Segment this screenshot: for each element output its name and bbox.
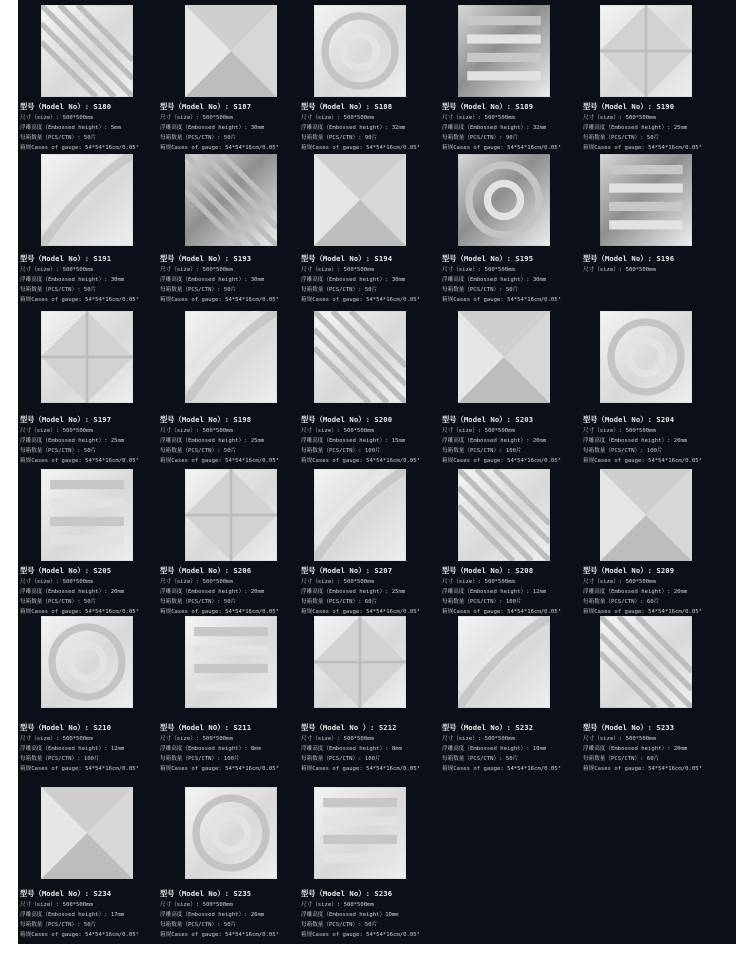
product-card — [20, 616, 162, 775]
case-spec: 箱规Cases of gauge: 54*54*16cm/0.05³ — [301, 609, 420, 615]
embossed-height-spec: 浮雕高度（Embossed height）: 26mm — [160, 912, 265, 918]
embossed-height-spec: 浮雕高度（Embossed height）: 17mm — [20, 912, 125, 918]
embossed-height-spec: 浮雕高度（Embossed height）: 12mm — [20, 746, 125, 752]
case-spec: 箱规Cases of gauge: 54*54*16cm/0.05³ — [20, 609, 139, 615]
quantity-spec: 每箱数量（PCS/CTN）: 100片 — [20, 756, 100, 762]
panel-thumbnail — [41, 154, 133, 246]
size-spec: 尺寸（size）: 500*500mm — [20, 115, 93, 121]
product-card — [301, 154, 443, 306]
product-card — [583, 5, 725, 154]
case-spec: 箱规Cases of gauge: 54*54*16cm/0.05³ — [583, 609, 702, 615]
panel-thumbnail — [458, 5, 550, 97]
panel-thumbnail — [41, 469, 133, 561]
panel-thumbnail — [600, 469, 692, 561]
product-card — [160, 154, 302, 306]
product-card — [160, 616, 302, 775]
quantity-spec: 每箱数量（PCS/CTN）: 60片 — [583, 756, 660, 762]
quantity-spec: 每箱数量（PCS/CTN）: 50片 — [160, 922, 237, 928]
product-card — [583, 616, 725, 775]
embossed-height-spec: 浮雕高度（Embossed height）: 25mm — [301, 589, 406, 595]
product-card — [301, 469, 443, 618]
product-card — [301, 616, 443, 775]
model-number: 型号（Model No）: S207 — [301, 566, 393, 575]
panel-thumbnail — [185, 787, 277, 879]
product-card — [442, 154, 584, 306]
size-spec: 尺寸（size）: 500*500mm — [442, 115, 515, 121]
panel-thumbnail — [185, 5, 277, 97]
case-spec: 箱规Cases of gauge: 54*54*16cm/0.05³ — [160, 458, 279, 464]
product-card — [583, 311, 725, 467]
quantity-spec: 每箱数量（PCS/CTN）: 50片 — [160, 287, 237, 293]
panel-thumbnail — [314, 311, 406, 403]
quantity-spec: 每箱数量（PCS/CTN）: 50片 — [160, 448, 237, 454]
case-spec: 箱规Cases of gauge: 54*54*16cm/0.05³ — [583, 766, 702, 772]
panel-thumbnail — [600, 5, 692, 97]
product-card — [301, 5, 443, 154]
product-card — [20, 787, 162, 941]
embossed-height-spec: 浮雕高度（Embossed height）: 20mm — [160, 589, 265, 595]
model-number: 型号（Model No）: S189 — [442, 102, 534, 111]
product-card — [20, 469, 162, 618]
product-card — [583, 469, 725, 618]
embossed-height-spec: 浮雕高度（Embossed height）: 25mm — [160, 438, 265, 444]
product-card — [301, 787, 443, 941]
quantity-spec: 每箱数量（PCS/CTN）: 100片 — [301, 756, 381, 762]
embossed-height-spec: 浮雕高度（Embossed height）: 20mm — [583, 746, 688, 752]
embossed-height-spec: 浮雕高度（Embossed height）: 12mm — [442, 589, 547, 595]
embossed-height-spec: 浮雕高度（Embossed height）: 30mm — [442, 277, 547, 283]
embossed-height-spec: 浮雕高度（Embossed height）: 20mm — [583, 589, 688, 595]
product-card — [20, 5, 162, 154]
model-number: 型号（Model No）: S203 — [442, 415, 534, 424]
case-spec: 箱规Cases of gauge: 54*54*16cm/0.05³ — [160, 145, 279, 151]
product-card — [160, 5, 302, 154]
size-spec: 尺寸（size）: 500*500mm — [160, 115, 233, 121]
size-spec: 尺寸（size）: 500*500mm — [583, 736, 656, 742]
size-spec: 尺寸（size）: 500*500mm — [583, 428, 656, 434]
embossed-height-spec: 浮雕高度（Embossed height）: 20mm — [442, 438, 547, 444]
quantity-spec: 每箱数量（PCS/CTN）: 90片 — [301, 135, 378, 141]
model-number: 型号（Model No）: S208 — [442, 566, 534, 575]
embossed-height-spec: 浮雕高度（Embossed height）: 30mm — [160, 125, 265, 131]
model-number: 型号（Model No）: S196 — [583, 254, 675, 263]
case-spec: 箱规Cases of gauge: 54*54*16cm/0.05³ — [442, 297, 561, 303]
case-spec: 箱规Cases of gauge: 54*54*16cm/0.05³ — [160, 932, 279, 938]
size-spec: 尺寸（size）: 500*500mm — [160, 736, 233, 742]
size-spec: 尺寸（size）: 500*500mm — [442, 579, 515, 585]
panel-thumbnail — [458, 616, 550, 708]
panel-thumbnail — [41, 616, 133, 708]
case-spec: 箱规Cases of gauge: 54*54*16cm/0.05³ — [442, 766, 561, 772]
size-spec: 尺寸（size）: 500*500mm — [301, 579, 374, 585]
size-spec: 尺寸（size）: 500*500mm — [20, 579, 93, 585]
case-spec: 箱规Cases of gauge: 54*54*16cm/0.05³ — [301, 145, 420, 151]
quantity-spec: 每箱数量（PCS/CTN）: 50片 — [160, 599, 237, 605]
product-card — [160, 311, 302, 467]
panel-thumbnail — [314, 787, 406, 879]
case-spec: 箱规Cases of gauge: 54*54*16cm/0.05³ — [301, 458, 420, 464]
size-spec: 尺寸（size）: 500*500mm — [301, 736, 374, 742]
panel-thumbnail — [600, 154, 692, 246]
case-spec: 箱规Cases of gauge: 54*54*16cm/0.05³ — [20, 458, 139, 464]
embossed-height-spec: 浮雕高度（Embossed height）: 8mm — [160, 746, 261, 752]
embossed-height-spec: 浮雕高度（Embossed height）: 30mm — [20, 277, 125, 283]
size-spec: 尺寸（size）: 500*500mm — [583, 267, 656, 273]
quantity-spec: 每箱数量（PCS/CTN）: 100片 — [442, 599, 522, 605]
panel-thumbnail — [458, 469, 550, 561]
panel-thumbnail — [600, 311, 692, 403]
quantity-spec: 每箱数量（PCS/CTN）: 50片 — [20, 448, 97, 454]
panel-thumbnail — [600, 616, 692, 708]
quantity-spec: 每箱数量（PCS/CTN）: 100片 — [442, 448, 522, 454]
case-spec: 箱规Cases of gauge: 54*54*16cm/0.05³ — [442, 145, 561, 151]
size-spec: 尺寸（size）: 500*500mm — [442, 267, 515, 273]
model-number: 型号（Model No）: S191 — [20, 254, 112, 263]
size-spec: 尺寸（size）: 500*500mm — [301, 115, 374, 121]
embossed-height-spec: 浮雕高度（Embossed height）: 25mm — [583, 125, 688, 131]
product-card — [20, 154, 162, 306]
quantity-spec: 每箱数量（PCS/CTN）: 50片 — [301, 922, 378, 928]
model-number: 型号（Model No）: S195 — [442, 254, 534, 263]
quantity-spec: 每箱数量（PCS/CTN）: 50片 — [583, 135, 660, 141]
model-number: 型号（Model NO）: S211 — [160, 723, 252, 732]
size-spec: 尺寸（size）: 500*500mm — [442, 428, 515, 434]
product-card — [583, 154, 725, 306]
quantity-spec: 每箱数量（PCS/CTN）: 50片 — [20, 922, 97, 928]
quantity-spec: 每箱数量（PCS/CTN）: 50片 — [160, 135, 237, 141]
embossed-height-spec: 浮雕高度（Embossed height）10mm — [301, 912, 399, 918]
quantity-spec: 每箱数量（PCS/CTN）: 50片 — [442, 756, 519, 762]
panel-thumbnail — [41, 5, 133, 97]
quantity-spec: 每箱数量（PCS/CTN）: 50片 — [20, 135, 97, 141]
size-spec: 尺寸（size）: 500*500mm — [301, 267, 374, 273]
panel-thumbnail — [458, 311, 550, 403]
model-number: 型号（Model No）: S236 — [301, 889, 393, 898]
product-card — [301, 311, 443, 467]
product-card — [442, 469, 584, 618]
size-spec: 尺寸（size）: 500*500mm — [160, 579, 233, 585]
quantity-spec: 每箱数量（PCS/CTN）: 50片 — [442, 287, 519, 293]
model-number: 型号（Model No）: S193 — [160, 254, 252, 263]
size-spec: 尺寸（size）: 500*500mm — [301, 902, 374, 908]
case-spec: 箱规Cases of gauge: 54*54*16cm/0.05³ — [20, 145, 139, 151]
embossed-height-spec: 浮雕高度（Embossed height）: 30mm — [160, 277, 265, 283]
case-spec: 箱规Cases of gauge: 54*54*16cm/0.05³ — [442, 609, 561, 615]
panel-thumbnail — [185, 311, 277, 403]
quantity-spec: 每箱数量（PCS/CTN）: 100片 — [583, 448, 663, 454]
embossed-height-spec: 浮雕高度（Embossed height）: 20mm — [583, 438, 688, 444]
product-card — [442, 616, 584, 775]
embossed-height-spec: 浮雕高度（Embossed height）: 10mm — [442, 746, 547, 752]
size-spec: 尺寸（size）: 500*500mm — [160, 267, 233, 273]
panel-thumbnail — [314, 5, 406, 97]
model-number: 型号（Model No）: S210 — [20, 723, 112, 732]
model-number: 型号（Model No）: S209 — [583, 566, 675, 575]
size-spec: 尺寸（size）: 500*500mm — [20, 267, 93, 273]
product-card — [442, 311, 584, 467]
model-number: 型号（Model No）: S235 — [160, 889, 252, 898]
embossed-height-spec: 浮雕高度（Embossed height）: 25mm — [20, 438, 125, 444]
product-card — [442, 5, 584, 154]
size-spec: 尺寸（size）: 500*500mm — [160, 428, 233, 434]
case-spec: 箱规Cases of gauge: 54*54*16cm/0.05³ — [20, 932, 139, 938]
model-number: 型号（Model No）: S206 — [160, 566, 252, 575]
size-spec: 尺寸（size）: 500*500mm — [583, 579, 656, 585]
panel-thumbnail — [185, 616, 277, 708]
case-spec: 箱规Cases of gauge: 54*54*16cm/0.05³ — [160, 766, 279, 772]
panel-thumbnail — [314, 154, 406, 246]
panel-thumbnail — [41, 787, 133, 879]
size-spec: 尺寸（size）: 500*500mm — [301, 428, 374, 434]
product-card — [160, 469, 302, 618]
quantity-spec: 每箱数量（PCS/CTN）: 50片 — [20, 287, 97, 293]
model-number: 型号（Model No）: S200 — [301, 415, 393, 424]
embossed-height-spec: 浮雕高度（Embossed height）: 5mm — [20, 125, 121, 131]
panel-thumbnail — [185, 469, 277, 561]
size-spec: 尺寸（size）: 500*500mm — [442, 736, 515, 742]
embossed-height-spec: 浮雕高度（Embossed height）: 15mm — [301, 438, 406, 444]
model-number: 型号（Model No）: S198 — [160, 415, 252, 424]
embossed-height-spec: 浮雕高度（Embossed height）: 32mm — [442, 125, 547, 131]
case-spec: 箱规Cases of gauge: 54*54*16cm/0.05³ — [301, 297, 420, 303]
embossed-height-spec: 浮雕高度（Embossed height）: 32mm — [301, 125, 406, 131]
embossed-height-spec: 浮雕高度（Embossed height）: 8mm — [301, 746, 402, 752]
quantity-spec: 每箱数量（PCS/CTN）: 60片 — [583, 599, 660, 605]
panel-thumbnail — [314, 469, 406, 561]
case-spec: 箱规Cases of gauge: 54*54*16cm/0.05³ — [160, 609, 279, 615]
product-card — [20, 311, 162, 467]
catalog-panel — [18, 0, 736, 944]
quantity-spec: 每箱数量（PCS/CTN）: 50片 — [301, 287, 378, 293]
model-number: 型号（Model No）: S204 — [583, 415, 675, 424]
size-spec: 尺寸（size）: 500*500mm — [20, 428, 93, 434]
embossed-height-spec: 浮雕高度（Embossed height）: 20mm — [20, 589, 125, 595]
case-spec: 箱规Cases of gauge: 54*54*16cm/0.05³ — [160, 297, 279, 303]
model-number: 型号（Model No）: S188 — [301, 102, 393, 111]
model-number: 型号（Model No）: S194 — [301, 254, 393, 263]
embossed-height-spec: 浮雕高度（Embossed height）: 30mm — [301, 277, 406, 283]
quantity-spec: 每箱数量（PCS/CTN）: 50片 — [20, 599, 97, 605]
model-number: 型号（Model No ）: S212 — [301, 723, 397, 732]
model-number: 型号（Model No）: S233 — [583, 723, 675, 732]
quantity-spec: 每箱数量（PCS/CTN）: 60片 — [301, 599, 378, 605]
model-number: 型号（Model No）: S232 — [442, 723, 534, 732]
panel-thumbnail — [314, 616, 406, 708]
size-spec: 尺寸（size）: 500*500mm — [160, 902, 233, 908]
panel-thumbnail — [185, 154, 277, 246]
case-spec: 箱规Cases of gauge: 54*54*16cm/0.05³ — [583, 145, 702, 151]
model-number: 型号（Model No）: S180 — [20, 102, 112, 111]
model-number: 型号（Model No）: S190 — [583, 102, 675, 111]
model-number: 型号（Model No）: S197 — [20, 415, 112, 424]
case-spec: 箱规Cases of gauge: 54*54*16cm/0.05³ — [442, 458, 561, 464]
model-number: 型号（Model No）: S205 — [20, 566, 112, 575]
size-spec: 尺寸（size）: 500*500mm — [20, 736, 93, 742]
size-spec: 尺寸（size）: 500*500mm — [20, 902, 93, 908]
quantity-spec: 每箱数量（PCS/CTN）: 100片 — [160, 756, 240, 762]
case-spec: 箱规Cases of gauge: 54*54*16cm/0.05³ — [20, 297, 139, 303]
model-number: 型号（Model No）: S234 — [20, 889, 112, 898]
panel-thumbnail — [458, 154, 550, 246]
case-spec: 箱规Cases of gauge: 54*54*16cm/0.05³ — [583, 458, 702, 464]
quantity-spec: 每箱数量（PCS/CTN）: 100片 — [301, 448, 381, 454]
model-number: 型号（Model No）: S187 — [160, 102, 252, 111]
case-spec: 箱规Cases of gauge: 54*54*16cm/0.05³ — [20, 766, 139, 772]
product-card — [160, 787, 302, 941]
case-spec: 箱规Cases of gauge: 54*54*16cm/0.05³ — [301, 766, 420, 772]
case-spec: 箱规Cases of gauge: 54*54*16cm/0.05³ — [301, 932, 420, 938]
quantity-spec: 每箱数量（PCS/CTN）: 90片 — [442, 135, 519, 141]
panel-thumbnail — [41, 311, 133, 403]
size-spec: 尺寸（size）: 500*500mm — [583, 115, 656, 121]
